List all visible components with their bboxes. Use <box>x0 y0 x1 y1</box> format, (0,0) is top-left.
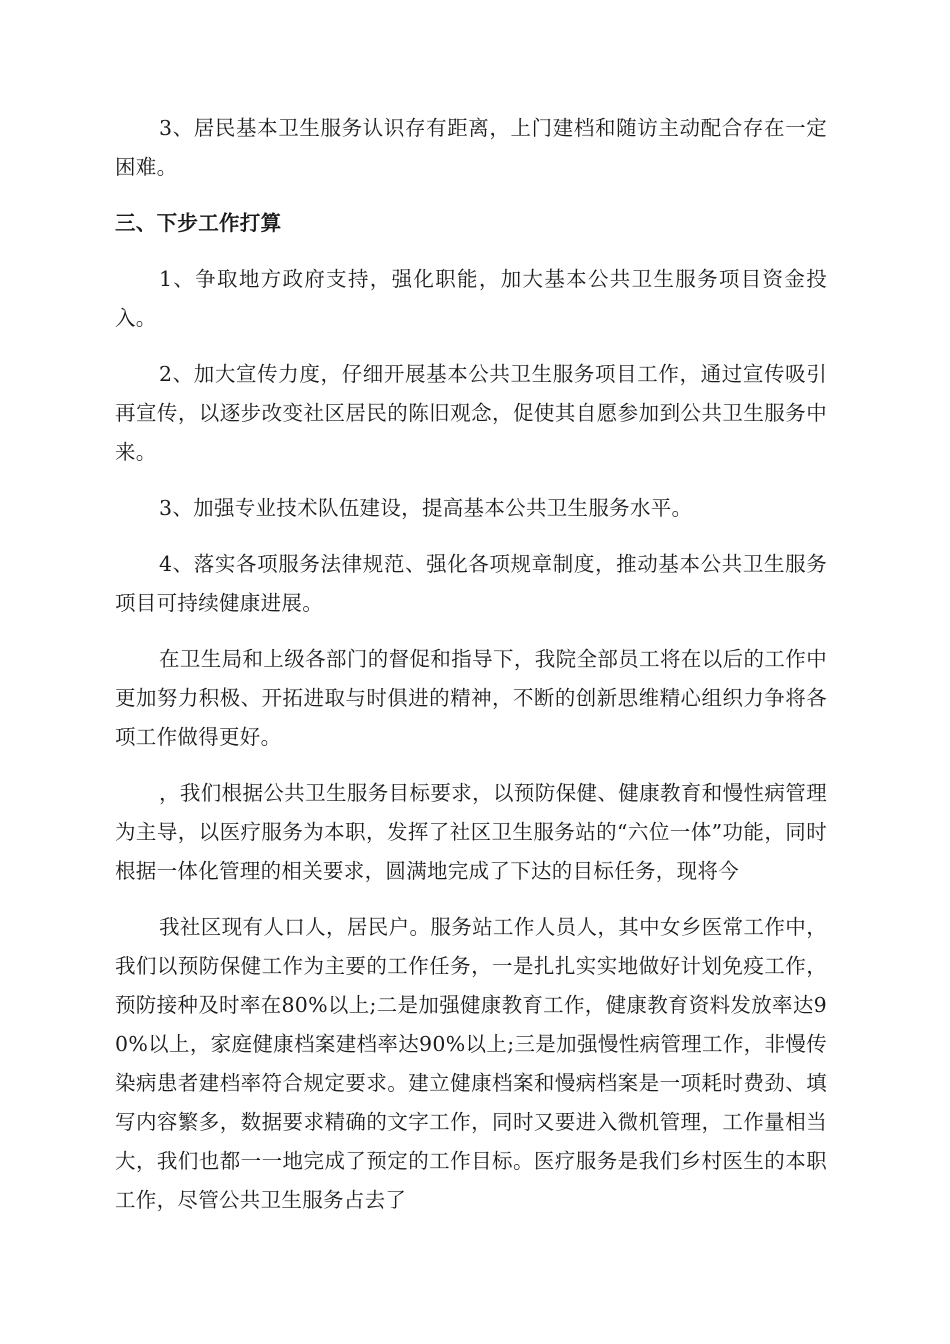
paragraph-plan-3: 3、加强专业技术队伍建设，提高基本公共卫生服务水平。 <box>159 496 693 520</box>
paragraph-community-overview: 我社区现有人口人，居民户。服务站工作人员人，其中女乡医常工作中，我们以预防保健工作为主要的工作任务，一是扎扎实实地做好计划免疫工作，预防接种及时率在80%以上;二是加强健康教育工作，健康教育资料发放率达90%以上，家庭健康档案建档率达90%以上;三是加强慢性病管理工作，非慢传染病患者建档率符合规定要求。建立健康档案和慢病档案是一项耗时费劲、填写内容繁多，数据要求精确的文字工作，同时又要进入微机管理，工作量相当大，我们也都一一地完成了预定的工作目标。医疗服务是我们乡村医生的本职工作，尽管公共卫生服务占去了 <box>115 915 827 1212</box>
paragraph-summary-intro: ，我们根据公共卫生服务目标要求，以预防保健、健康教育和慢性病管理为主导，以医疗服务为本职，发挥了社区卫生服务站的“六位一体”功能，同时根据一体化管理的相关要求，圆满地完成了下达的目标任务，现将今 <box>115 781 827 883</box>
paragraph-resident-awareness: 3、居民基本卫生服务认识存有距离，上门建档和随访主动配合存在一定困难。 <box>115 116 827 179</box>
section-heading: 三、下步工作打算 <box>115 211 282 235</box>
paragraph-plan-4: 4、落实各项服务法律规范、强化各项规章制度，推动基本公共卫生服务项目可持续健康进展。 <box>115 552 827 615</box>
document-body <box>115 109 827 1237</box>
paragraph-plan-2: 2、加大宣传力度，仔细开展基本公共卫生服务项目工作，通过宣传吸引再宣传，以逐步改变社区居民的陈旧观念，促使其自愿参加到公共卫生服务中来。 <box>115 362 827 464</box>
paragraph-plan-1: 1、争取地方政府支持，强化职能，加大基本公共卫生服务项目资金投入。 <box>115 267 827 330</box>
paragraph-conclusion: 在卫生局和上级各部门的督促和指导下，我院全部员工将在以后的工作中更加努力积极、开拓进取与时俱进的精神，不断的创新思维精心组织力争将各项工作做得更好。 <box>115 647 827 749</box>
